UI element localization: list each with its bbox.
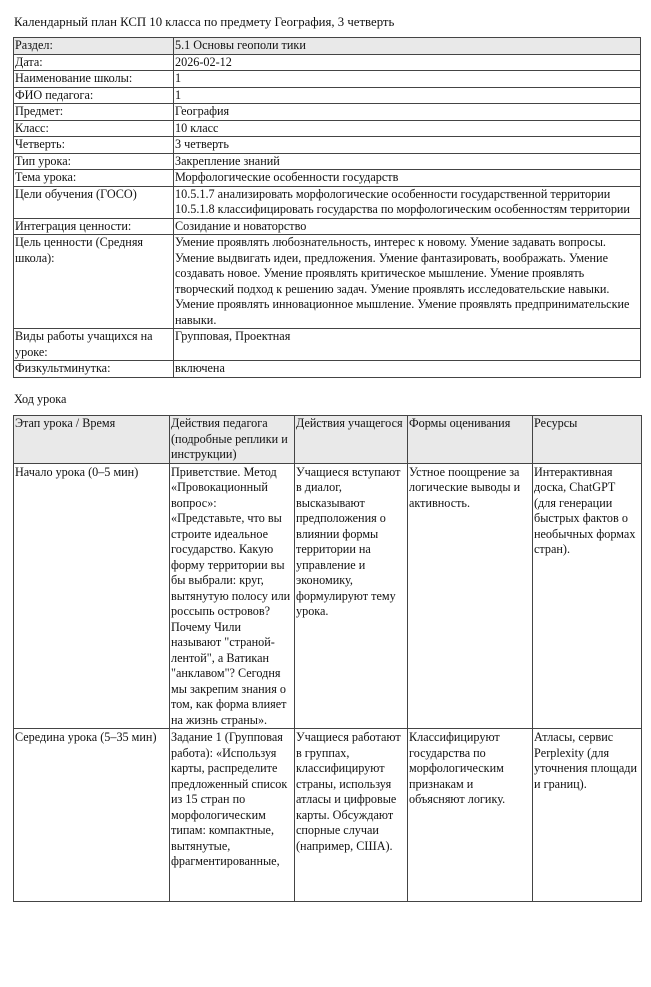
info-value: Морфологические особенности государств	[174, 170, 641, 187]
info-label: Тип урока:	[14, 153, 174, 170]
plan-cell-teacher	[170, 729, 295, 902]
header-assessment: Формы оценивания	[408, 416, 533, 464]
info-value: 3 четверть	[174, 137, 641, 154]
plan-header-row	[14, 416, 642, 464]
info-row	[14, 104, 641, 121]
info-row	[14, 186, 641, 218]
info-row	[14, 54, 641, 71]
info-value: География	[174, 104, 641, 121]
info-value: Групповая, Проектная	[174, 329, 641, 361]
info-label: Цели обучения (ГОСО)	[14, 186, 174, 218]
info-value: включена	[174, 361, 641, 378]
header-student-actions: Действия учащегося	[295, 416, 408, 464]
info-row	[14, 137, 641, 154]
lesson-plan-table	[13, 415, 642, 902]
plan-cell-resources	[533, 729, 642, 902]
info-row	[14, 329, 641, 361]
document-title: Календарный план КСП 10 класса по предмету География, 3 четверть	[14, 15, 395, 29]
info-row	[14, 38, 641, 55]
info-label: Виды работы учащихся на уроке:	[14, 329, 174, 361]
info-label: Дата:	[14, 54, 174, 71]
plan-cell-text: Классифицируют государства по морфологическим признакам и объясняют логику.	[409, 730, 506, 806]
plan-cell-student: Учащиеся вступают в диалог, высказывают предположения о влиянии формы территории на управление и экономику, формулируют тему урока.	[295, 463, 408, 729]
plan-cell-assessment	[408, 729, 533, 902]
info-row	[14, 218, 641, 235]
info-row	[14, 71, 641, 88]
info-label: Наименование школы:	[14, 71, 174, 88]
info-row	[14, 170, 641, 187]
info-label: Цель ценности (Средняя школа):	[14, 235, 174, 329]
plan-row-middle	[14, 729, 642, 902]
lesson-info-table	[13, 37, 641, 378]
info-label: ФИО педагога:	[14, 87, 174, 104]
plan-cell-student	[295, 729, 408, 902]
plan-cell-text: Задание 1 (Групповая работа): «Используя карты, распределите предложенный список из 15 стран по морфологическим типам: компактные, вытянутые, фрагментированные,	[171, 730, 288, 868]
info-label: Четверть:	[14, 137, 174, 154]
plan-row-start	[14, 463, 642, 729]
header-resources: Ресурсы	[533, 416, 642, 464]
info-value: Созидание и новаторство	[174, 218, 641, 235]
header-teacher-actions: Действия педагога (подробные реплики и инструкции)	[170, 416, 295, 464]
info-row	[14, 235, 641, 329]
plan-cell-stage: Начало урока (0–5 мин)	[14, 463, 170, 729]
info-label: Раздел:	[14, 38, 174, 55]
info-label: Физкультминутка:	[14, 361, 174, 378]
info-value: Закрепление знаний	[174, 153, 641, 170]
info-value: Умение проявлять любознательность, интерес к новому. Умение задавать вопросы. Умение выдвигать идеи, предложения. Умение фантазировать, воображать. Умение создавать новое. Умение проявлять критическое мышление. Умение проявлять творческий подход к решению задач. Умение проявлять исследовательские навыки. Умение проявлять инновационное мышление. Умение проявлять предпринимательские навыки.	[174, 235, 641, 329]
plan-cell-text: Учащиеся работают в группах, классифицируют страны, используя атласы и цифровые карты. Обсуждают спорные случаи (например, США).	[296, 730, 401, 853]
lesson-course-label: Ход урока	[14, 392, 67, 406]
info-value: 1	[174, 87, 641, 104]
info-value: 2026-02-12	[174, 54, 641, 71]
info-label: Интеграция ценности:	[14, 218, 174, 235]
plan-cell-stage	[14, 729, 170, 902]
info-label: Предмет:	[14, 104, 174, 121]
plan-cell-teacher: Приветствие. Метод «Провокационный вопрос»: «Представьте, что вы строите идеальное государство. Какую форму территории вы бы выбрали: круг, вытянутую полосу или россыпь островов? Почему Чили называют "страной-лентой", а Ватикан "анклавом"? Сегодня мы закрепим знания о том, как форма влияет на жизнь страны».	[170, 463, 295, 729]
info-row	[14, 361, 641, 378]
info-row	[14, 120, 641, 137]
info-row	[14, 87, 641, 104]
info-value: 10 класс	[174, 120, 641, 137]
plan-cell-text: Середина урока (5–35 мин)	[15, 730, 157, 744]
header-stage: Этап урока / Время	[14, 416, 170, 464]
plan-cell-resources: Интерактивная доска, ChatGPT (для генерации быстрых фактов о необычных формах стран).	[533, 463, 642, 729]
info-label: Тема урока:	[14, 170, 174, 187]
plan-cell-assessment: Устное поощрение за логические выводы и активность.	[408, 463, 533, 729]
info-value: 5.1 Основы геополи тики	[174, 38, 641, 55]
info-label: Класс:	[14, 120, 174, 137]
plan-cell-text: Атласы, сервис Perplexity (для уточнения площади и границ).	[534, 730, 638, 791]
info-value: 1	[174, 71, 641, 88]
info-value: 10.5.1.7 анализировать морфологические особенности государственной территории 10.5.1.8 классифицировать государства по морфологическим особенностям территории	[174, 186, 641, 218]
info-row	[14, 153, 641, 170]
